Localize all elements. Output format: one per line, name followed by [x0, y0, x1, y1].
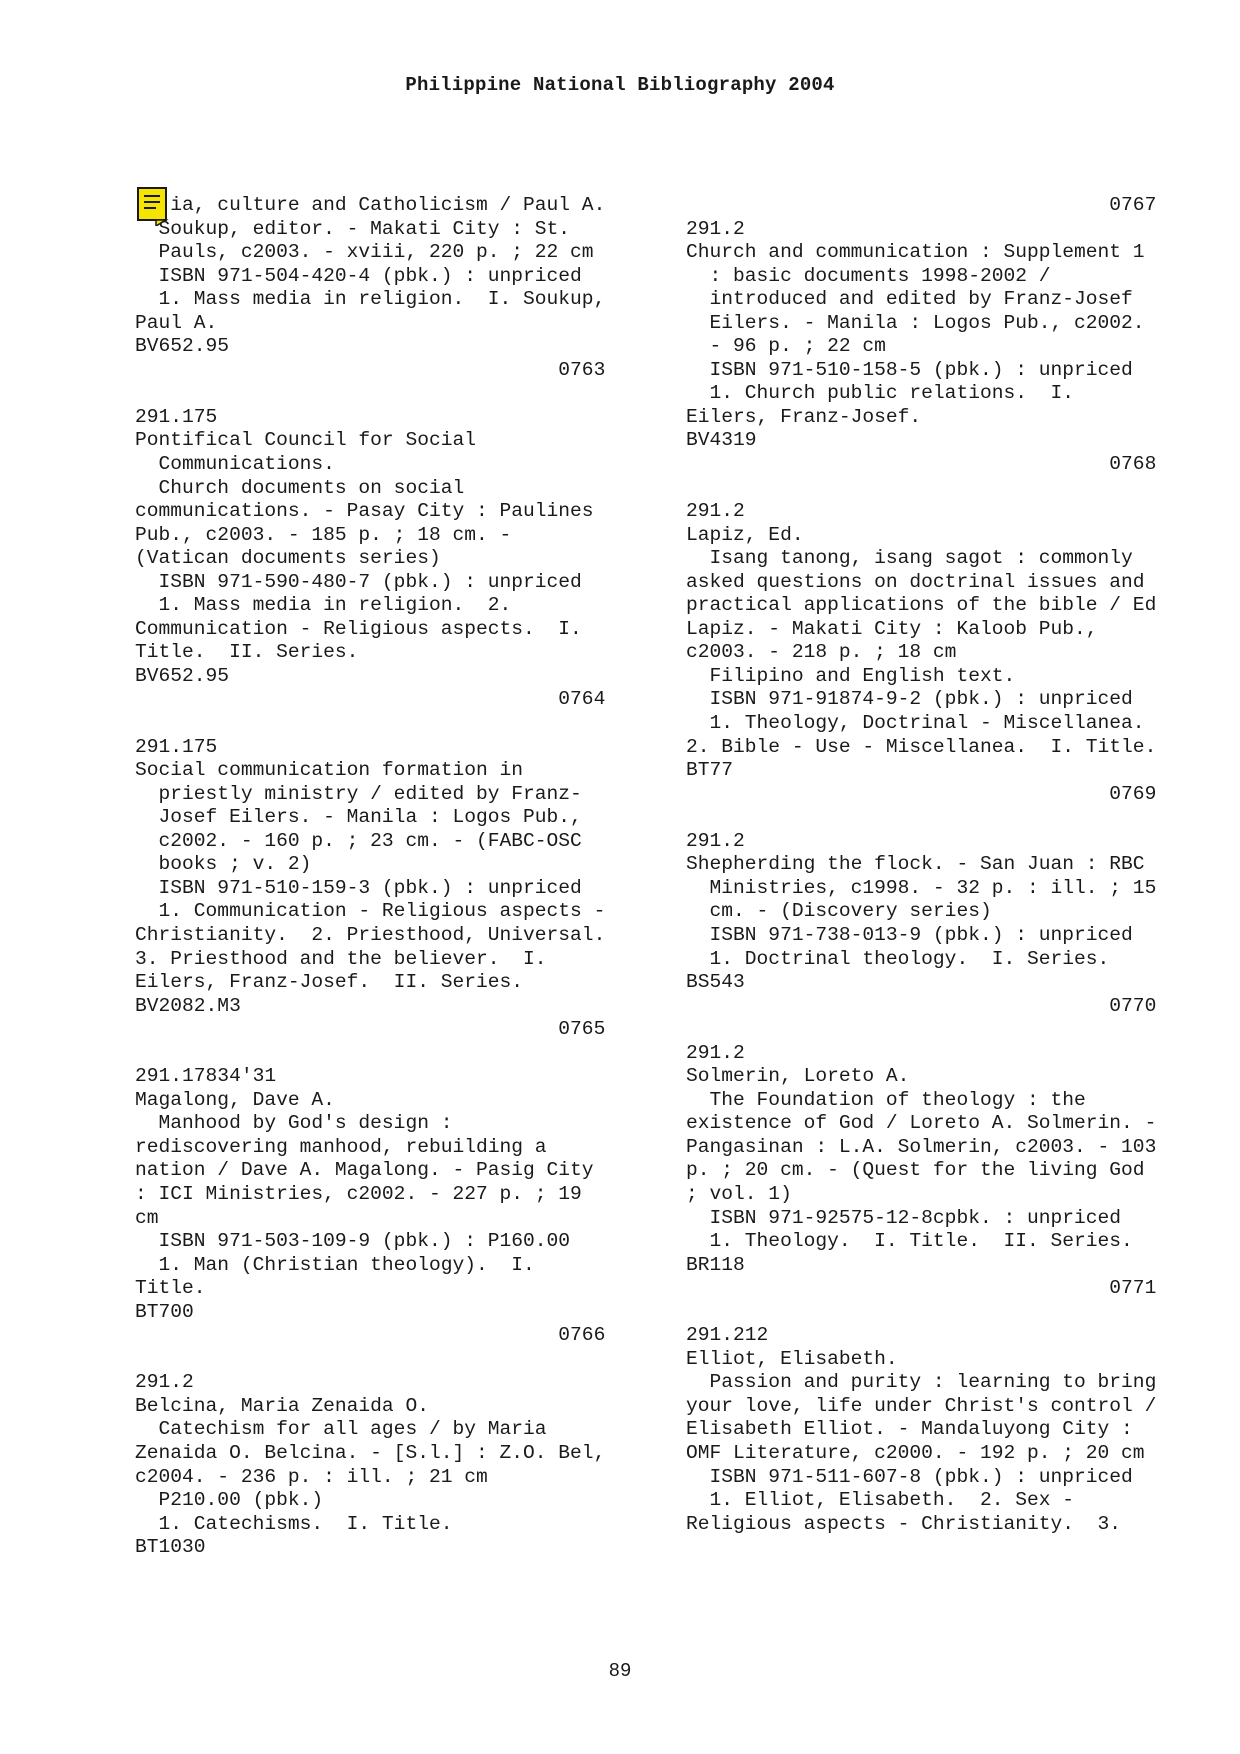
entry-line: 3. Priesthood and the believer. I. — [135, 947, 547, 970]
entry-line: Belcina, Maria Zenaida O. — [135, 1394, 429, 1417]
entry-line: BT1030 — [135, 1536, 206, 1559]
entry-line: BV4319 — [686, 429, 757, 452]
entry-line: BV2082.M3 — [135, 994, 241, 1017]
entry-line: c2002. - 160 p. ; 23 cm. - (FABC-OSC — [135, 829, 582, 852]
entry-line: 0763 — [135, 358, 606, 381]
entry-line: communications. - Pasay City : Paulines — [135, 500, 594, 523]
entry-line: Lapiz, Ed. — [686, 523, 804, 546]
entry-line: rediscovering manhood, rebuilding a — [135, 1135, 547, 1158]
entry-line: 1. Church public relations. I. — [686, 382, 1075, 405]
entry-line: cm — [135, 1206, 159, 1229]
entry-line: Christianity. 2. Priesthood, Universal. — [135, 923, 606, 946]
entry-line: 291.175 — [135, 735, 218, 758]
entry-line: - 96 p. ; 22 cm — [686, 335, 886, 358]
entry-line — [686, 477, 1198, 501]
entry-line: The Foundation of theology : the — [686, 1088, 1086, 1111]
entry-line: Pub., c2003. - 185 p. ; 18 cm. - — [135, 523, 512, 546]
entry-line: 291.17834'31 — [135, 1065, 277, 1088]
left-column — [135, 194, 647, 1560]
entry-line: 291.2 — [686, 217, 745, 240]
entry-line: ISBN 971-92575-12-8cpbk. : unpriced — [686, 1206, 1122, 1229]
entry-line: c2004. - 236 p. : ill. ; 21 cm — [135, 1465, 488, 1488]
entry-line: Manhood by God's design : — [135, 1112, 453, 1135]
entry-line: ISBN 971-590-480-7 (pbk.) : unpriced — [135, 570, 582, 593]
entry-line: Communications. — [135, 453, 335, 476]
entry-line: Ministries, c1998. - 32 p. : ill. ; 15 — [686, 876, 1157, 899]
entry-line: 291.2 — [686, 1041, 745, 1064]
entry-line: c2003. - 218 p. ; 18 cm — [686, 641, 957, 664]
entry-line: ia, culture and Catholicism / Paul A. — [135, 194, 606, 216]
entry-line: Catechism for all ages / by Maria — [135, 1418, 547, 1441]
entry-line: Lapiz. - Makati City : Kaloob Pub., — [686, 617, 1098, 640]
entry-line: OMF Literature, c2000. - 192 p. ; 20 cm — [686, 1441, 1145, 1464]
entry-line: 0766 — [135, 1324, 606, 1347]
entry-line: Elisabeth Elliot. - Mandaluyong City : — [686, 1418, 1133, 1441]
entry-line: ISBN 971-510-159-3 (pbk.) : unpriced — [135, 876, 582, 899]
entry-line: Church documents on social — [135, 476, 465, 499]
entry-line: 1. Communication - Religious aspects - — [135, 900, 606, 923]
entry-line: 0764 — [135, 688, 606, 711]
entry-line: ISBN 971-504-420-4 (pbk.) : unpriced — [135, 264, 582, 287]
entry-line — [135, 712, 647, 736]
entry-line: Elliot, Elisabeth. — [686, 1347, 898, 1370]
entry-line: 291.212 — [686, 1324, 769, 1347]
entry-line: 291.2 — [686, 829, 745, 852]
entry-line: BT77 — [686, 759, 734, 782]
entry-line: Passion and purity : learning to bring — [686, 1371, 1157, 1394]
entry-line: : basic documents 1998-2002 / — [686, 264, 1051, 287]
entry-line: 0769 — [686, 782, 1157, 805]
entry-line: Josef Eilers. - Manila : Logos Pub., — [135, 806, 582, 829]
entry-line — [686, 1018, 1198, 1042]
entry-line: 0771 — [686, 1277, 1157, 1300]
entry-line: cm. - (Discovery series) — [686, 900, 992, 923]
page-title: Philippine National Bibliography 2004 — [405, 74, 835, 96]
entry-line: p. ; 20 cm. - (Quest for the living God — [686, 1159, 1145, 1182]
entry-line: 291.2 — [135, 1371, 194, 1394]
entry-line: books ; v. 2) — [135, 853, 312, 876]
entry-line: BR118 — [686, 1253, 745, 1276]
entry-line: Solmerin, Loreto A. — [686, 1065, 910, 1088]
entry-line — [135, 1348, 647, 1372]
entry-line — [135, 382, 647, 406]
entry-line: ISBN 971-503-109-9 (pbk.) : P160.00 — [135, 1230, 571, 1253]
entry-line: 291.175 — [135, 405, 218, 428]
entry-line: 1. Mass media in religion. 2. — [135, 594, 512, 617]
entry-line: nation / Dave A. Magalong. - Pasig City — [135, 1159, 594, 1182]
entry-line: Soukup, editor. - Makati City : St. — [135, 217, 571, 240]
entry-line: Zenaida O. Belcina. - [S.l.] : Z.O. Bel, — [135, 1441, 606, 1464]
entry-line: BV652.95 — [135, 335, 230, 358]
entry-line: Eilers, Franz-Josef. II. Series. — [135, 971, 524, 994]
entry-line: 0765 — [135, 1018, 606, 1041]
entry-line: 2. Bible - Use - Miscellanea. I. Title. — [686, 735, 1157, 758]
entry-line: BS543 — [686, 971, 745, 994]
entry-line: 1. Theology, Doctrinal - Miscellanea. — [686, 712, 1145, 735]
entry-line: existence of God / Loreto A. Solmerin. - — [686, 1112, 1157, 1135]
entry-line: Eilers, Franz-Josef. — [686, 405, 922, 428]
entry-line — [686, 1301, 1198, 1325]
entry-line: ISBN 971-738-013-9 (pbk.) : unpriced — [686, 923, 1133, 946]
entry-line — [686, 806, 1198, 830]
entry-line: 1. Theology. I. Title. II. Series. — [686, 1230, 1133, 1253]
entry-line: 1. Man (Christian theology). I. — [135, 1253, 535, 1276]
entry-line: Filipino and English text. — [686, 664, 1016, 687]
entry-line: 0770 — [686, 994, 1157, 1017]
entry-line: ISBN 971-510-158-5 (pbk.) : unpriced — [686, 358, 1133, 381]
entry-line: Communication - Religious aspects. I. — [135, 617, 582, 640]
entry-line: Church and communication : Supplement 1 — [686, 241, 1145, 264]
entry-line: priestly ministry / edited by Franz- — [135, 782, 582, 805]
entry-line: 1. Doctrinal theology. I. Series. — [686, 947, 1110, 970]
entry-line: Pangasinan : L.A. Solmerin, c2003. - 103 — [686, 1135, 1157, 1158]
entry-line: Eilers. - Manila : Logos Pub., c2002. — [686, 311, 1145, 334]
entry-line: P210.00 (pbk.) — [135, 1489, 324, 1512]
entry-line: ISBN 971-511-607-8 (pbk.) : unpriced — [686, 1465, 1133, 1488]
entry-line: Pontifical Council for Social — [135, 429, 476, 452]
right-column — [686, 194, 1198, 1536]
entry-line: introduced and edited by Franz-Josef — [686, 288, 1133, 311]
entry-line: (Vatican documents series) — [135, 547, 441, 570]
entry-line: 1. Catechisms. I. Title. — [135, 1512, 453, 1535]
entry-line: Social communication formation in — [135, 759, 524, 782]
entry-line: Title. II. Series. — [135, 641, 359, 664]
entry-line: 0768 — [686, 453, 1157, 476]
entry-line: Shepherding the flock. - San Juan : RBC — [686, 853, 1145, 876]
entry-line: practical applications of the bible / Ed — [686, 594, 1157, 617]
entry-line: asked questions on doctrinal issues and — [686, 570, 1145, 593]
entry-line: Religious aspects - Christianity. 3. — [686, 1512, 1122, 1535]
entry-line: Isang tanong, isang sagot : commonly — [686, 547, 1133, 570]
entry-line — [135, 1042, 647, 1066]
entry-line: BV652.95 — [135, 664, 230, 687]
entry-line: ISBN 971-91874-9-2 (pbk.) : unpriced — [686, 688, 1133, 711]
entry-line: your love, life under Christ's control / — [686, 1394, 1157, 1417]
entry-line: Pauls, c2003. - xviii, 220 p. ; 22 cm — [135, 241, 594, 264]
entry-line: : ICI Ministries, c2002. - 227 p. ; 19 — [135, 1182, 582, 1205]
entry-line: BT700 — [135, 1300, 194, 1323]
entry-line: Magalong, Dave A. — [135, 1088, 335, 1111]
entry-line: Paul A. — [135, 311, 218, 334]
entry-line: 1. Mass media in religion. I. Soukup, — [135, 288, 606, 311]
entry-line: Title. — [135, 1277, 206, 1300]
entry-line: 1. Elliot, Elisabeth. 2. Sex - — [686, 1489, 1075, 1512]
entry-line: ; vol. 1) — [686, 1182, 792, 1205]
page-number: 89 — [608, 1660, 632, 1682]
entry-line: 0767 — [686, 194, 1157, 216]
entry-line: 291.2 — [686, 500, 745, 523]
